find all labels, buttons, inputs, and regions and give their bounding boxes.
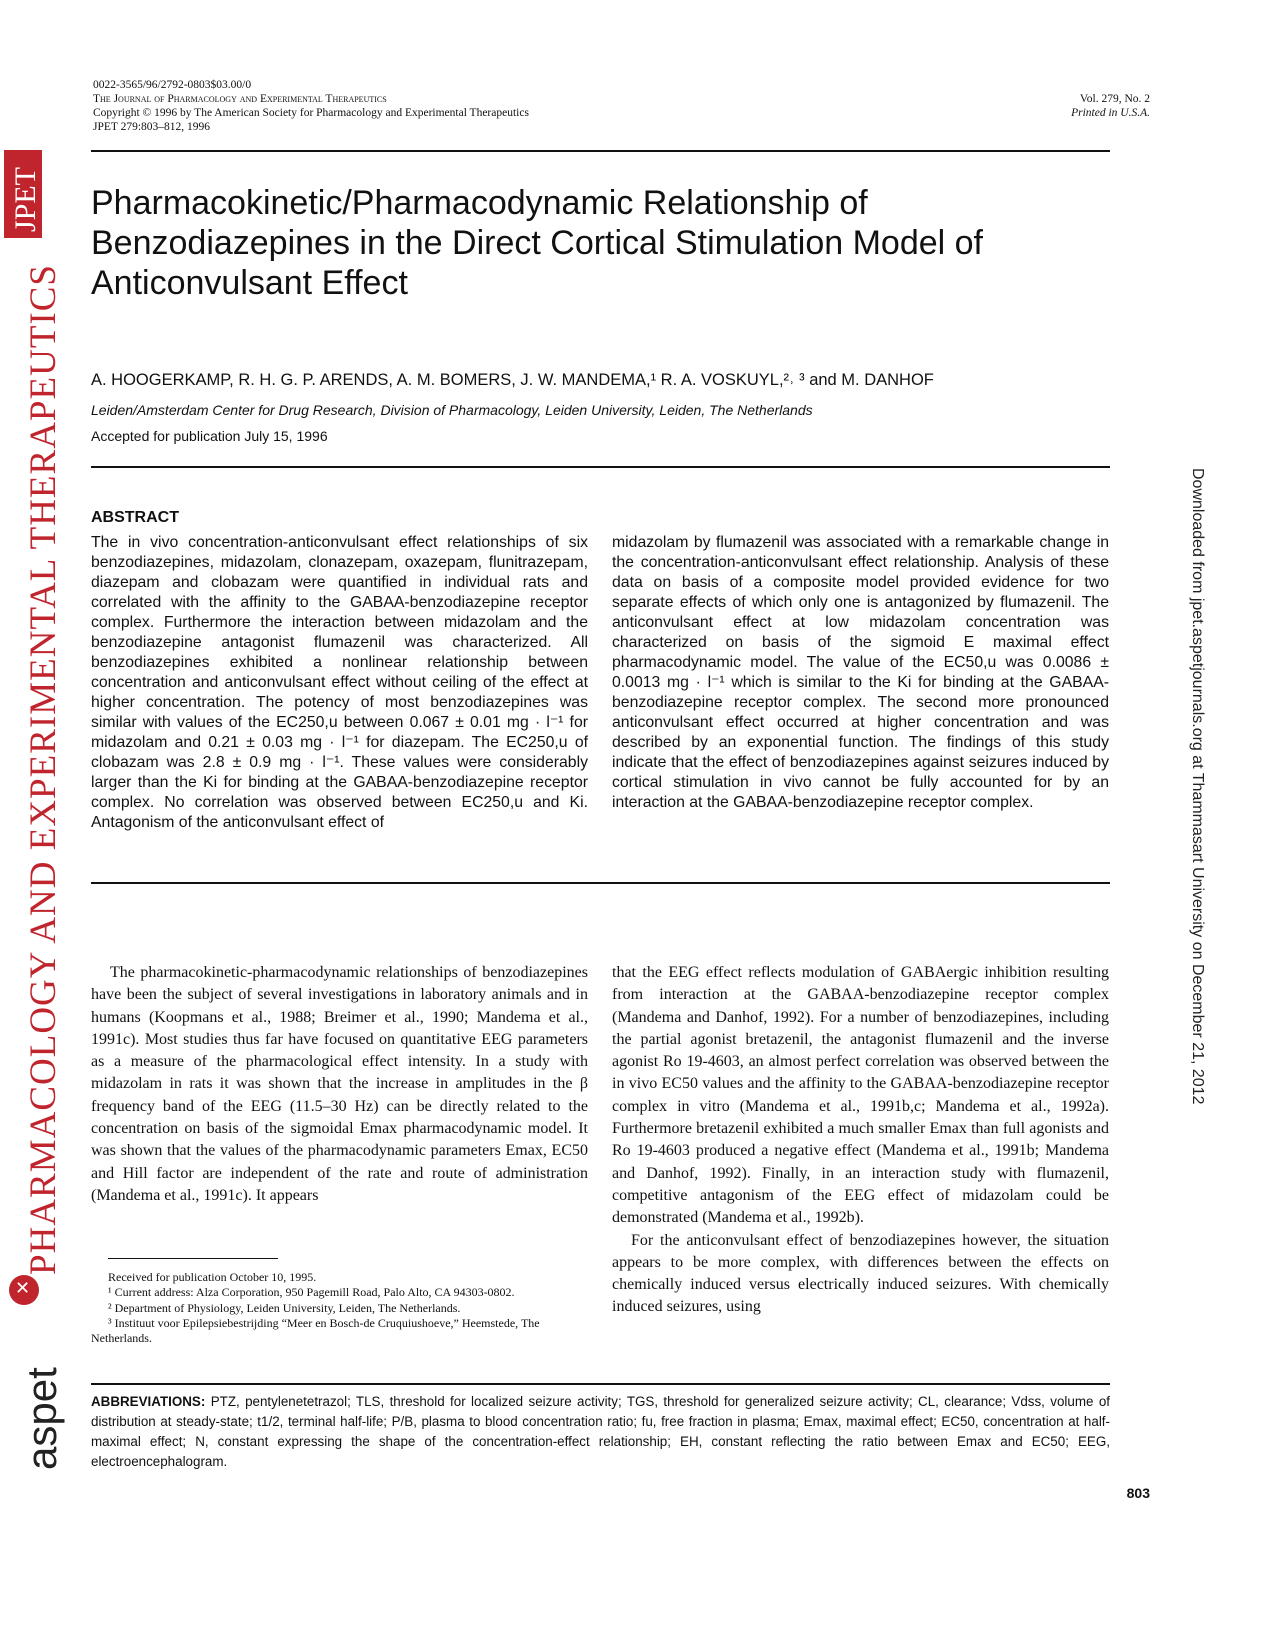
aspet-wordmark: aspet (18, 1367, 65, 1470)
body-paragraph-continued: that the EEG effect reflects modulation of GABAergic inhibition resulting from interaction at the GABAA-benzodiazepine receptor complex (Mandema and Danhof, 1992). For a number of benzodiazepines, including the partial agonist bretazenil, the antagonist flumazenil and the inverse agonist Ro 19-4603, an almost perfect correlation was observed between the in vivo EC50 values and the affinity to the GABAA-benzodiazepine receptor complex in vitro (Mandema et al., 1991b,c; Mandema et al., 1992a). Furthermore bretazenil exhibited a much smaller Emax than full agonists and Ro 19-4603 produced a negative effect (Mandema et al., 1991b; Mandema and Danhof, 1992). Finally, in an interaction study with flumazenil, competitive antagonism of the EEG effect of midazolam could be demonstrated (Mandema et al., 1992b). (612, 964, 1109, 1227)
jpet-logo-text: JPET (9, 166, 42, 232)
abstract-top-divider (91, 466, 1110, 468)
body-paragraph-anticonvulsant: For the anticonvulsant effect of benzodiazepines however, the situation appears to be more complex, with differences between the effects on chemically induced versus electrically induced seizures. With chemically induced seizures, using (612, 1231, 1109, 1316)
abstract-column-2: midazolam by flumazenil was associated with a remarkable change in the concentration-anticonvulsant effect relationship. Analysis of these data on basis of a composite model provided evidence for two separate effects of which only one is antagonized by flumazenil. The anticonvulsant effect at low midazolam concentration was characterized on basis of the sigmoid E maximal effect pharmacodynamic model. The value of the EC50,u was 0.0086 ± 0.0013 mg · l⁻¹ which is similar to the Ki for binding at the GABAA-benzodiazepine receptor complex. The second more pronounced anticonvulsant effect occurred at higher concentration and was described by an exponential function. The findings of this study indicate that the effect of benzodiazepines against seizures induced by cortical stimulation in vivo cannot be fully accounted for by an interaction at the GABAA-benzodiazepine receptor complex. (612, 534, 1109, 811)
journal-header (93, 78, 529, 134)
printed-line: Printed in U.S.A. (1071, 107, 1150, 119)
author-list: A. HOOGERKAMP, R. H. G. P. ARENDS, A. M. BOMERS, J. W. MANDEMA,¹ R. A. VOSKUYL,²˒ ³ and M. DANHOF (91, 371, 934, 389)
abbreviations-label: ABBREVIATIONS: (91, 1394, 206, 1409)
footnotes (91, 1270, 588, 1346)
abbreviations-divider (91, 1383, 1110, 1385)
footnote-2: ² Department of Physiology, Leiden University, Leiden, The Netherlands. (108, 1300, 461, 1315)
page-number: 803 (1126, 1485, 1150, 1501)
article-code: 0022-3565/96/2792-0803$03.00/0 (93, 79, 252, 91)
title-line-1: Pharmacokinetic/Pharmacodynamic Relationship of (91, 184, 868, 222)
abstract-bottom-divider (91, 882, 1110, 884)
abstract-heading: ABSTRACT (91, 509, 179, 526)
aspet-logo-icon (9, 1275, 39, 1305)
title-line-3: Anticonvulsant Effect (91, 264, 408, 302)
accepted-date: Accepted for publication July 15, 1996 (91, 428, 328, 444)
body-column-1 (91, 962, 588, 1207)
journal-vertical-banner: PHARMACOLOGY AND EXPERIMENTAL THERAPEUTICS (23, 263, 64, 1275)
copyright-line: Copyright © 1996 by The American Society for Pharmacology and Experimental Therapeutics (93, 107, 529, 119)
title-line-2: Benzodiazepines in the Direct Cortical Stimulation Model of (91, 224, 984, 262)
header-divider (91, 150, 1110, 152)
citation-line: JPET 279:803–812, 1996 (93, 121, 211, 133)
body-paragraph-intro: The pharmacokinetic-pharmacodynamic relationships of benzodiazepines have been the subject of several investigations in laboratory animals and in humans (Koopmans et al., 1988; Breimer et al., 1990; Mandema et al., 1991c). Most studies thus far have focused on quantitative EEG parameters as a measure of the pharmacological effect intensity. In a study with midazolam in rats it was shown that the increase in amplitudes in the β frequency band of the EEG (11.5–30 Hz) can be directly related to the concentration on basis of the sigmoidal Emax pharmacodynamic model. It was shown that the values of the pharmacodynamic parameters Emax, EC50 and Hill factor are independent of the rate and route of administration (Mandema et al., 1991c). It appears (91, 964, 588, 1204)
abbreviations-text: PTZ, pentylenetetrazol; TLS, threshold for localized seizure activity; TGS, threshold for generalized seizure activity; CL, clearance; Vdss, volume of distribution at steady-state; t1/2, terminal half-life; P/B, plasma to blood concentration ratio; fu, free fraction in plasma; Emax, maximal effect; EC50, concentration at half-maximal effect; N, constant expressing the shape of the concentration-effect relationship; EH, constant reflecting the ratio between Emax and EC50; EEG, electroencephalogram. (91, 1394, 1110, 1469)
affiliation: Leiden/Amsterdam Center for Drug Research, Division of Pharmacology, Leiden University, Leiden, The Netherlands (91, 402, 813, 418)
download-note: Downloaded from jpet.aspetjournals.org at Thammasart University on December 21, 2012 (1189, 468, 1206, 1105)
volume-info (1071, 92, 1150, 120)
abstract-column-1: The in vivo concentration-anticonvulsant effect relationships of six benzodiazepines, midazolam, clonazepam, oxazepam, flunitrazepam, diazepam and clobazam were quantified in individual rats and correlated with the affinity to the GABAA-benzodiazepine receptor complex. Furthermore the interaction between midazolam and the benzodiazepine antagonist flumazenil was characterized. All benzodiazepines exhibited a nonlinear relationship between concentration and anticonvulsant effect without ceiling of the effect at higher concentration. The potency of most benzodiazepines was similar with values of the EC250,u between 0.067 ± 0.01 mg · l⁻¹ for midazolam and 0.21 ± 0.03 mg · l⁻¹ for diazepam. The EC250,u of clobazam was 2.8 ± 0.9 mg · l⁻¹. These values were considerably larger than the Ki for binding at the GABAA-benzodiazepine receptor complex. No correlation was observed between EC250,u and Ki. Antagonism of the anticonvulsant effect of (91, 534, 588, 831)
volume-line: Vol. 279, No. 2 (1079, 93, 1150, 105)
article-title (91, 183, 1091, 303)
footnote-1: ¹ Current address: Alza Corporation, 950 Pagemill Road, Palo Alto, CA 94303-0802. (108, 1285, 515, 1300)
body-column-2 (612, 962, 1109, 1319)
footnote-divider (108, 1258, 278, 1259)
abbreviations-block (91, 1392, 1110, 1472)
journal-name: The Journal of Pharmacology and Experimental Therapeutics (93, 93, 387, 105)
footnote-received: Received for publication October 10, 1995. (108, 1270, 317, 1284)
footnote-3: ³ Instituut voor Epilepsiebestrijding “Meer en Bosch-de Cruquiushoeve,” Heemstede, The Netherlands. (91, 1315, 540, 1346)
